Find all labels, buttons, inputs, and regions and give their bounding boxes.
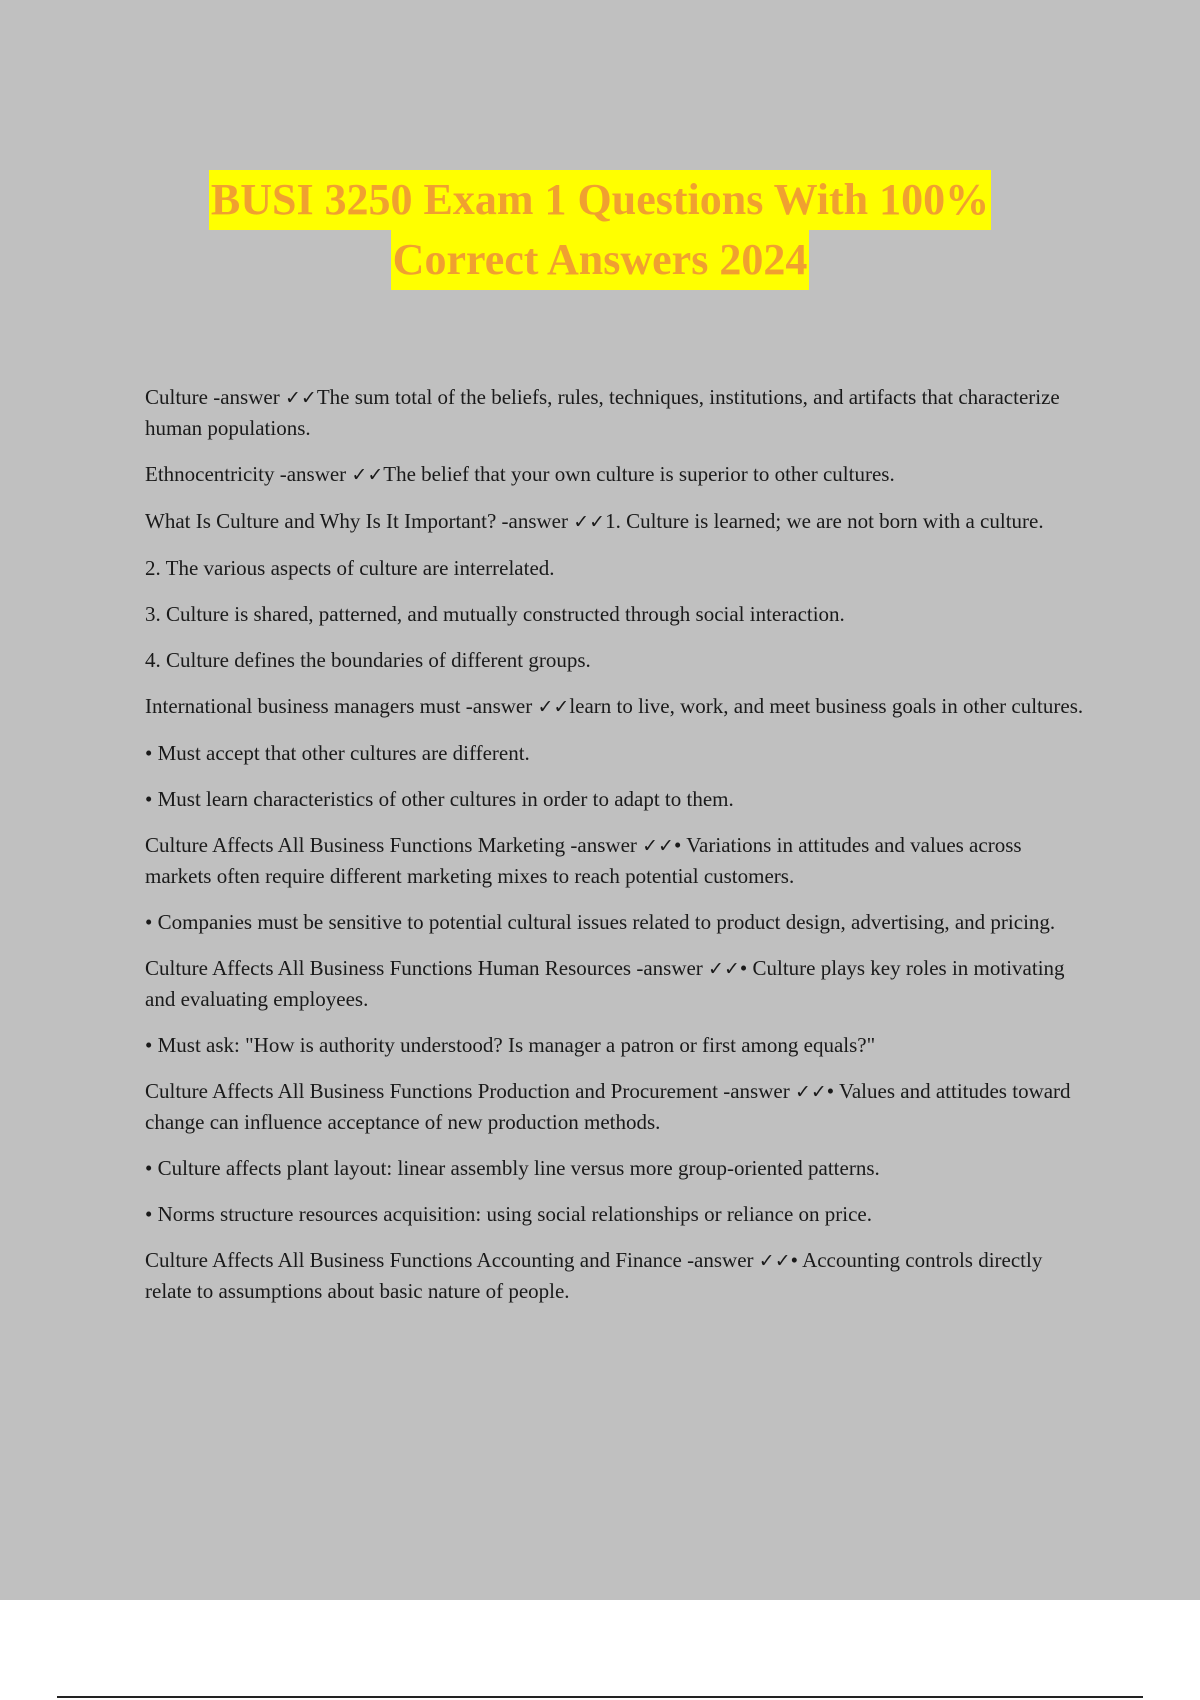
qa-paragraph [145,907,1090,937]
double-check-icon: ✓✓ [284,387,317,409]
answer-text: • Companies must be sensitive to potential cultural issues related to product design, advertising, and pricing. [145,910,1056,934]
answer-text: 4. Culture defines the boundaries of different groups. [145,648,591,672]
answer-text: 1. Culture is learned; we are not born with a culture. [605,509,1044,533]
double-check-icon: ✓✓ [642,835,674,857]
answer-text: 3. Culture is shared, patterned, and mutually constructed through social interaction. [145,602,845,626]
qa-paragraph [145,1199,1090,1229]
answer-text: • Variations in attitudes and values across markets often require different marketing mixes to reach potential customers. [145,833,1022,888]
title-line-2: Correct Answers 2024 [391,230,810,290]
qa-paragraph [145,1030,1090,1060]
question-text: Culture -answer [145,385,285,409]
question-text: Culture Affects All Business Functions Accounting and Finance -answer [145,1248,759,1272]
double-check-icon: ✓✓ [758,1250,791,1272]
double-check-icon: ✓✓ [537,696,570,718]
qa-paragraph [145,553,1090,583]
question-text: Culture Affects All Business Functions Human Resources -answer [145,956,709,980]
qa-paragraph [145,645,1090,675]
answer-text: The belief that your own culture is superior to other cultures. [383,462,895,486]
answer-text: • Must learn characteristics of other cultures in order to adapt to them. [145,787,734,811]
answer-text: • Accounting controls directly relate to assumptions about basic nature of people. [145,1248,1043,1303]
answer-text: • Norms structure resources acquisition: using social relationships or reliance on price. [145,1202,872,1226]
qa-paragraph [145,1076,1090,1137]
title-line-1: BUSI 3250 Exam 1 Questions With 100% [209,170,991,230]
qa-paragraph [145,1245,1090,1306]
qa-paragraph [145,459,1090,490]
footer-divider [57,1696,1143,1698]
double-check-icon: ✓✓ [794,1081,827,1103]
document-title [0,170,1200,290]
answer-text: 2. The various aspects of culture are interrelated. [145,556,555,580]
answer-text: The sum total of the beliefs, rules, techniques, institutions, and artifacts that characterize human populations. [145,385,1060,440]
answer-text: • Culture affects plant layout: linear assembly line versus more group-oriented patterns. [145,1156,880,1180]
qa-paragraph [145,599,1090,629]
double-check-icon: ✓✓ [573,511,606,533]
question-text: Ethnocentricity -answer [145,462,352,486]
answer-text: • Culture plays key roles in motivating and evaluating employees. [145,956,1065,1011]
qa-paragraph [145,1153,1090,1183]
answer-text: • Must accept that other cultures are different. [145,741,530,765]
question-text: International business managers must -answer [145,694,538,718]
double-check-icon: ✓✓ [351,464,384,486]
question-text: Culture Affects All Business Functions Marketing -answer [145,833,643,857]
qa-paragraph [145,506,1090,537]
question-text: What Is Culture and Why Is It Important? -answer [145,509,574,533]
qa-paragraph [145,953,1090,1014]
double-check-icon: ✓✓ [708,958,740,980]
question-text: Culture Affects All Business Functions Production and Procurement -answer [145,1079,795,1103]
qa-paragraph [145,830,1090,891]
answer-text: • Must ask: "How is authority understood? Is manager a patron or first among equals?" [145,1033,876,1057]
qa-paragraph [145,784,1090,814]
answer-text: learn to live, work, and meet business goals in other cultures. [569,694,1084,718]
qa-paragraph [145,382,1090,443]
answer-text: • Values and attitudes toward change can influence acceptance of new production methods. [145,1079,1071,1134]
qa-paragraph [145,691,1090,722]
qa-paragraph [145,738,1090,768]
document-body [145,382,1090,1322]
